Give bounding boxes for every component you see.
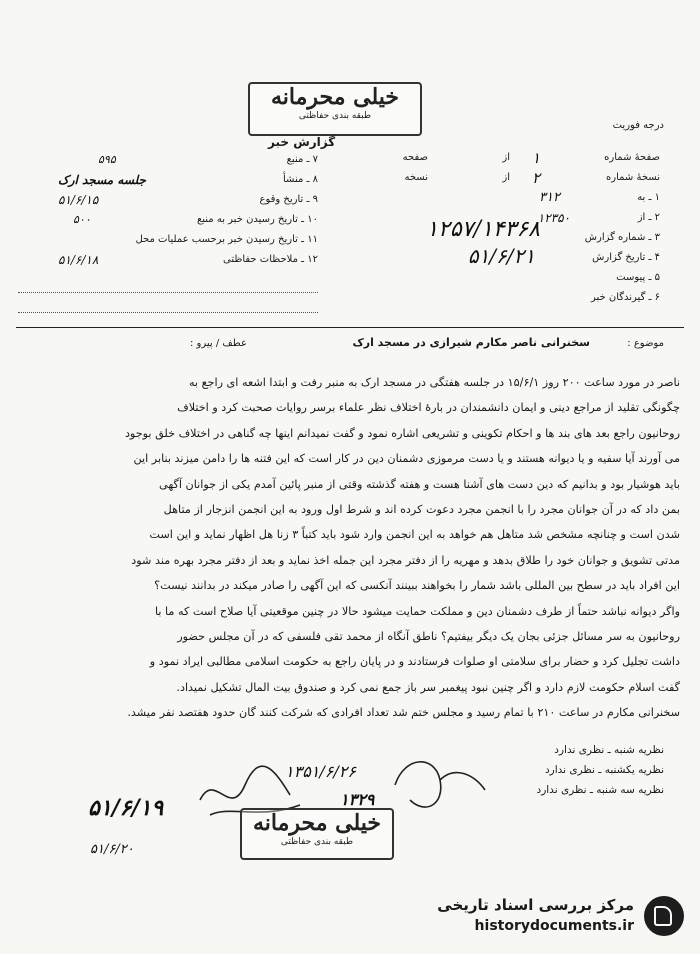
field-value: ۵۱/۶/۱۵	[58, 193, 99, 207]
field-value: ۲	[531, 169, 540, 187]
degree-label: درجه فوریت	[612, 120, 664, 131]
field-origin	[18, 170, 318, 190]
blank-line	[18, 292, 318, 293]
field-label: ۹ ـ تاریخ وقوع	[259, 194, 318, 205]
report-title: گزارش خبر	[268, 135, 336, 149]
field-value: ۱۲۳۵۰	[537, 211, 570, 225]
field-label: ۱۲ ـ ملاحظات حفاظتی	[223, 254, 318, 265]
field-label: ۸ ـ منشأ	[282, 174, 318, 185]
field-label: ۱۰ ـ تاریخ رسیدن خبر به منبع	[196, 214, 318, 225]
body-line: می آورند آیا سفیه و یا دیوانه هستند و یا دست مرموزی دشمنان دین در کار است که این فتنه ها را دامن میزند بنابر این	[133, 452, 680, 466]
left-fields	[18, 150, 318, 270]
field-label: ۱ ـ به	[637, 192, 660, 203]
watermark	[394, 892, 684, 944]
archive-logo-icon	[644, 896, 684, 936]
field-label: ۶ ـ گیرندگان خبر	[590, 292, 660, 303]
field-copy-number	[370, 168, 660, 188]
field-security-notes	[18, 250, 318, 270]
report-body	[20, 370, 680, 726]
classification-stamp-caption: طبقه بندی حفاظتی	[298, 111, 372, 121]
watermark-url: historydocuments.ir	[474, 918, 634, 934]
classification-stamp-top	[248, 82, 422, 136]
right-fields	[370, 148, 660, 308]
field-page-number	[370, 148, 660, 168]
footer-line: نظریه یکشنبه ـ نظری ندارد	[544, 764, 664, 776]
field-to	[370, 188, 660, 208]
field-value: ۱۲۵۷/۱۴۳۶۸	[426, 217, 540, 242]
handwritten-date-bottom: ۵۱/۶/۲۰	[90, 842, 134, 857]
field-label: ۳ ـ شماره گزارش	[584, 232, 660, 243]
field-value: ۵۰۰	[73, 213, 91, 226]
classification-stamp-text: خیلی محرمانه	[270, 84, 400, 110]
field-label: ۵ ـ پیوست	[616, 272, 660, 283]
field-occurrence-date	[18, 190, 318, 210]
field-label: نسخهٔ شماره	[606, 172, 660, 183]
classification-stamp-text: خیلی محرمانه	[252, 810, 382, 836]
footer-line: نظریه سه شنبه ـ نظری ندارد	[536, 784, 664, 796]
body-line: گفت اسلام حکومت لازم دارد و اگر چنین نبود پیغمبر سر باز جمع نمی کرد و صندوق بیت المال تشکیل نمیداد.	[176, 680, 680, 694]
signature-scribble-right	[385, 750, 495, 820]
field-value: جلسه مسجد ارک	[58, 173, 146, 187]
field-arrival-date	[18, 210, 318, 230]
blank-line	[18, 312, 318, 313]
header-divider	[16, 327, 684, 328]
body-line: شدن است و چنانچه مشخص شد متاهل هم خواهد به این انجمن وارد شود باید کتباً ۳ زنا هل اظهار نماید و این است	[149, 528, 680, 542]
body-line: سخنرانی مکارم در ساعت ۲۱۰ با تمام رسید و مجلس ختم شد تعداد افرادی که شرکت کنند گان حدود هفتصد نفر میشد.	[127, 706, 680, 720]
subject-label: موضوع :	[627, 338, 664, 349]
body-line: داشت تجلیل کرد و حضار برای سلامتی او صلوات فرستادند و در پایان راجع به حکومت اسلامی مطالبی ایراد نمود و	[149, 655, 680, 669]
field-end: نسخه	[404, 172, 428, 183]
body-line: باید هوشیار بود و بدانیم که دین دست های آشنا هست و هفته گذشته وقتی از منبر پائین آمدم یکی از جوانان آگهی	[159, 477, 680, 491]
field-source	[18, 150, 318, 170]
field-label: ۲ ـ از	[637, 212, 660, 223]
field-mid: از	[502, 152, 510, 163]
field-value: ۵۱/۶/۲۱	[467, 244, 535, 268]
field-attachment	[370, 268, 660, 288]
field-report-date	[370, 244, 660, 268]
field-value: ۱	[531, 149, 540, 167]
body-line: چگونگی تقلید از مراجع دینی و ایمان دانشمندان در بارهٔ اختلاف نظر علماء برسر روایات صحبت کرد و اختلاف	[177, 401, 680, 415]
field-value: ۳۱۲	[539, 190, 560, 205]
classification-stamp-caption: طبقه بندی حفاظتی	[280, 837, 354, 847]
field-arrival-date-local	[18, 230, 318, 250]
field-label: ۷ ـ منبع	[286, 154, 318, 165]
field-value: ۵۱/۶/۱۸	[58, 253, 99, 267]
handwritten-date-left: ۵۱/۶/۱۹	[88, 795, 164, 821]
body-line: مدتی تشویق و جوانان خود را طلاق بدهد و مهریه را از دفتر مجرد این جمله اخذ نماید و بعد از دفتر مجرد بهره مند شود	[131, 553, 680, 567]
handwritten-date-center: ۱۳۵۱/۶/۲۶	[285, 762, 356, 781]
body-line: روحانیون به سر مسائل جزئی بجان یک دیگر بیفتیم؟ ناطق آنگاه از محمد تقی فلسفی که در آن مجلس حضور	[177, 630, 680, 644]
watermark-title: مرکز بررسی اسناد تاریخی	[437, 896, 634, 914]
reference-label: عطف / پیرو :	[190, 338, 247, 349]
footer-line: نظریه شنبه ـ نظری ندارد	[554, 744, 664, 756]
field-label: ۱۱ ـ تاریخ رسیدن خبر برحسب عملیات محل	[135, 234, 318, 245]
field-label: صفحهٔ شماره	[604, 152, 660, 163]
handwritten-note-center: ۱۳۲۹	[340, 790, 375, 809]
field-end: صفحه	[402, 152, 428, 163]
body-line: ناصر در مورد ساعت ۲۰۰ روز ۱۵/۶/۱ در جلسه هفتگی در مسجد ارک به منبر رفت و ابتدا اشعه ای راجع به	[188, 376, 680, 389]
footer-notes	[537, 740, 664, 800]
classification-stamp-bottom	[240, 808, 394, 860]
body-line: واگر دیوانه نباشد حتماً از طرف دشمنان دین و مملکت حمایت میشود حالا در چنین موقعیتی آیا صلاح است که ما با	[154, 604, 680, 618]
field-recipients	[370, 288, 660, 308]
subject-text: سخنرانی ناصر مکارم شیرازی در مسجد ارک	[352, 336, 590, 349]
field-value: ۵۹۵	[98, 153, 116, 166]
field-label: ۴ ـ تاریخ گزارش	[592, 252, 660, 263]
field-mid: از	[502, 172, 510, 183]
body-line: این افراد باید در سطح بین المللی باشد شمار را بخواهند ببینند آنکسی که این آگهی را صادر میکند در بدانند نیست؟	[154, 579, 680, 593]
body-line: بمن داد که در آن جوانان مجرد را با انجمن مجرد دعوت کرده اند و شرط اول ورود به این انجمن انزجار از متاهل	[163, 503, 680, 517]
body-line: روحانیون راجع بعد های بند ها و احکام تکوینی و تشریعی اشاره نمود و گفت نمیدانم اینها چه گناهی در اختلاف خلق بوجود	[124, 426, 680, 440]
